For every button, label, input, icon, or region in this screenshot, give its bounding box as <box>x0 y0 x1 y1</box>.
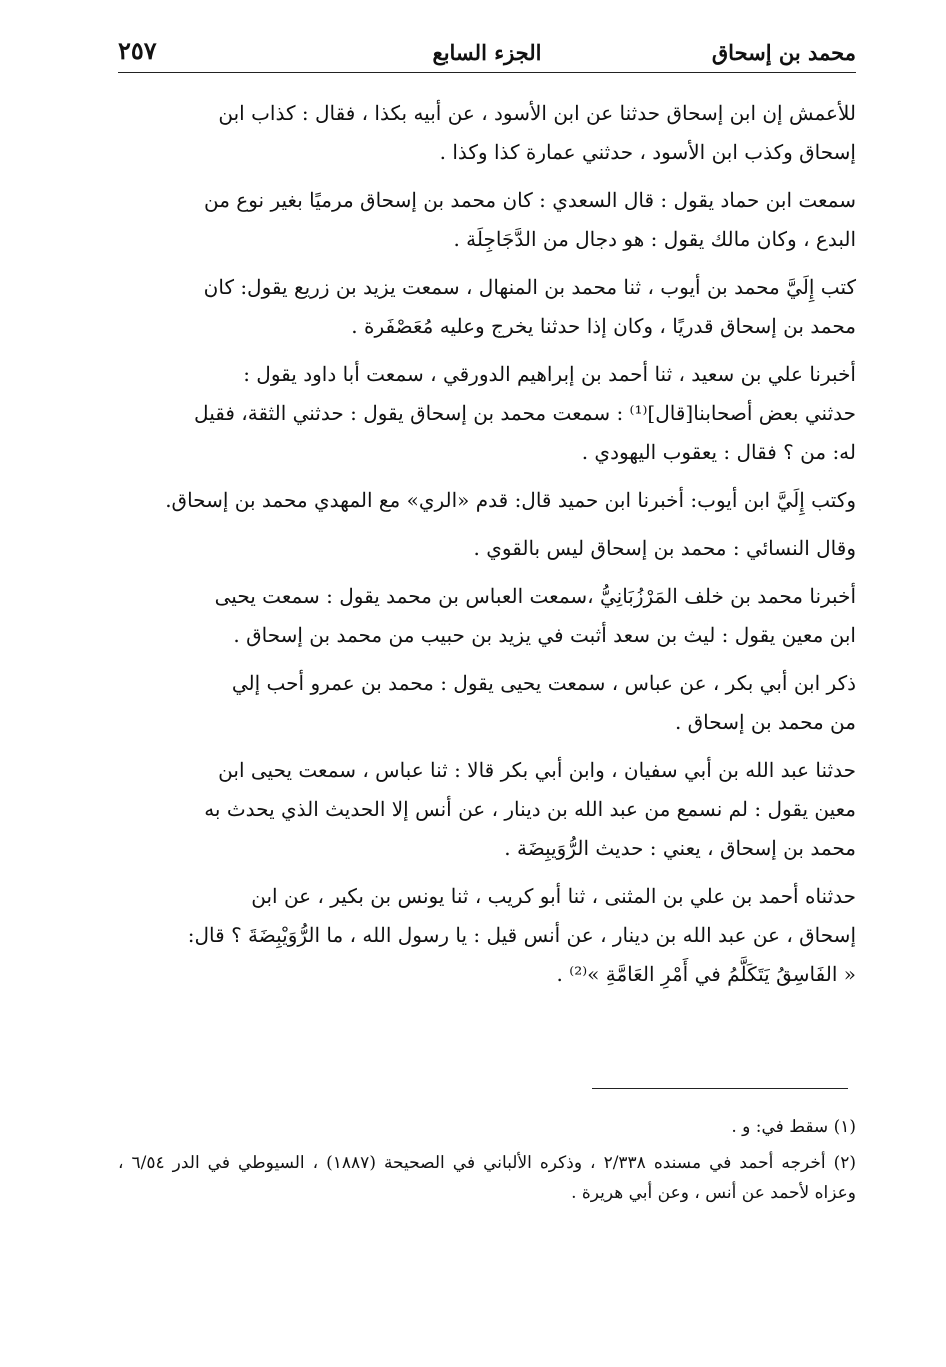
text-line: محمد بن إسحاق قدريًا ، وكان إذا حدثنا يخرج وعليه مُعَصْفَرة . <box>351 314 856 338</box>
main-text <box>118 94 856 1003</box>
text-line: البدع ، وكان مالك يقول : هو دجال من الدَّجَاجِلَة . <box>453 227 856 251</box>
page-number: ٢٥٧ <box>118 36 157 65</box>
paragraph <box>118 481 856 520</box>
volume-title: الجزء السابع <box>432 40 542 65</box>
paragraph <box>118 529 856 568</box>
text-line: ابن معين يقول : ليث بن سعد أثبت في يزيد بن حبيب من محمد بن إسحاق . <box>233 623 856 647</box>
text-line: ذكر ابن أبي بكر ، عن عباس ، سمعت يحيى يقول : محمد بن عمرو أحب إلي <box>231 671 856 695</box>
text-line: معين يقول : لم نسمع من عبد الله بن دينار ، عن أنس إلا الحديث الذي يحدث به <box>204 797 856 821</box>
text-line: كتب إِلَيَّ محمد بن أيوب ، ثنا محمد بن المنهال ، سمعت يزيد بن زريع يقول: كان <box>203 275 856 299</box>
paragraph <box>118 664 856 742</box>
running-title: محمد بن إسحاق <box>711 40 856 65</box>
text-line: سمعت ابن حماد يقول : قال السعدي : كان محمد بن إسحاق مرميًا بغير نوع من <box>203 188 856 212</box>
paragraph <box>118 268 856 346</box>
text-line: حدثناه أحمد بن علي بن المثنى ، ثنا أبو كريب ، ثنا يونس بن بكير ، عن ابن <box>251 884 856 908</box>
text-line: إسحاق ، عن عبد الله بن دينار ، عن أنس قيل : يا رسول الله ، ما الرُّوَيْبِضَةَ ؟ قال: <box>187 923 856 947</box>
text-line: أخبرنا علي بن سعيد ، ثنا أحمد بن إبراهيم الدورقي ، سمعت أبا داود يقول : <box>243 362 856 386</box>
text-line: محمد بن إسحاق ، يعني : حديث الرُّوَيبِضَة . <box>504 836 856 860</box>
paragraph <box>118 94 856 172</box>
text-line: أخبرنا محمد بن خلف المَرْزُبَانِيُّ ،سمعت العباس بن محمد يقول : سمعت يحيى <box>214 584 856 608</box>
text-line: « الفَاسِقُ يَتَكَلَّمُ في أَمْرِ العَامَّةِ »⁽²⁾ . <box>556 962 856 986</box>
text-line: وكتب إِلَيَّ ابن أيوب: أخبرنا ابن حميد قال: قدم «الري» مع المهدي محمد بن إسحاق. <box>165 488 856 512</box>
text-line: حدثني بعض أصحابنا[قال]⁽¹⁾ : سمعت محمد بن إسحاق يقول : حدثني الثقة، فقيل <box>194 401 856 425</box>
paragraph <box>118 577 856 655</box>
header-rule <box>118 72 856 73</box>
text-line: إسحاق وكذب ابن الأسود ، حدثني عمارة كذا وكذا . <box>439 140 856 164</box>
paragraph <box>118 355 856 472</box>
text-line: له: من ؟ فقال : يعقوب اليهودي . <box>581 440 856 464</box>
footnote: (٢) أخرجه أحمد في مسنده ٢/٣٣٨ ، وذكره الألباني في الصحيحة (١٨٨٧) ، السيوطي في الدر ٦/٥٤ ، وعزاه لأحمد عن أنس ، وعن أبي هريرة . <box>118 1153 857 1203</box>
text-line: وقال النسائي : محمد بن إسحاق ليس بالقوي . <box>473 536 856 560</box>
footnote: (١) سقط في: و . <box>731 1117 856 1137</box>
footnotes <box>118 1112 856 1214</box>
text-line: حدثنا عبد الله بن أبي سفيان ، وابن أبي بكر قالا : ثنا عباس ، سمعت يحيى ابن <box>218 758 856 782</box>
text-line: من محمد بن إسحاق . <box>674 710 856 734</box>
paragraph <box>118 877 856 994</box>
text-line: للأعمش إن ابن إسحاق حدثنا عن ابن الأسود ، عن أبيه بكذا ، فقال : كذاب ابن <box>218 101 856 125</box>
paragraph <box>118 181 856 259</box>
page-header <box>118 36 856 68</box>
footnote-rule <box>592 1088 848 1089</box>
paragraph <box>118 751 856 868</box>
